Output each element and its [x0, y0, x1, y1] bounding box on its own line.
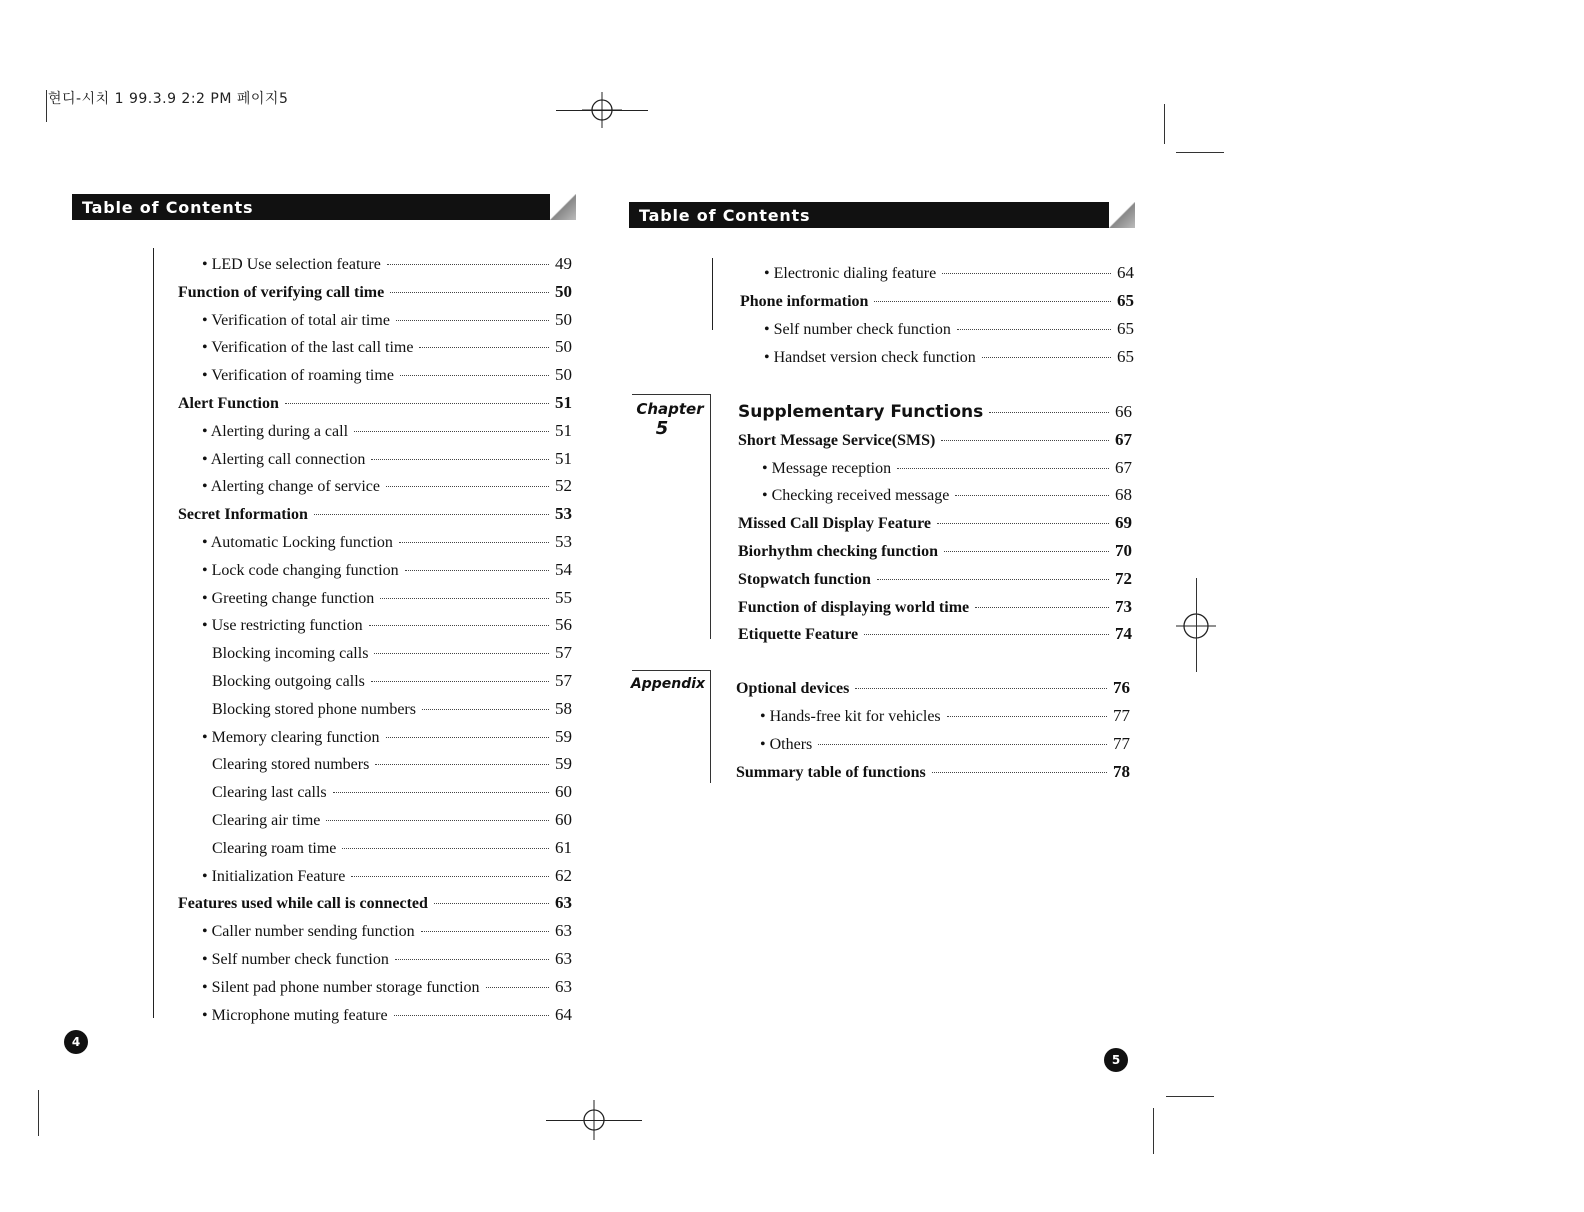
dot-leader: [405, 570, 549, 571]
toc-entry-label: • Alerting call connection: [202, 450, 366, 468]
toc-entry-page: 72: [1115, 568, 1132, 588]
toc-entry-page: 59: [555, 726, 572, 746]
toc-entry: [738, 569, 1132, 590]
toc-entry: [178, 282, 572, 303]
dot-leader: [326, 820, 549, 821]
right-page-number: 5: [1104, 1048, 1128, 1072]
toc-entry-label: Stopwatch function: [738, 570, 871, 588]
dot-leader: [937, 523, 1109, 524]
toc-entry-label: Features used while call is connected: [178, 895, 428, 913]
toc-entry-label: • Hands-free kit for vehicles: [760, 708, 941, 725]
toc-entry-page: 53: [555, 532, 572, 551]
toc-entry-page: 52: [555, 476, 572, 496]
toc-entry-page: 64: [555, 1004, 572, 1024]
toc-entry-page: 51: [555, 393, 572, 412]
toc-entry: [212, 838, 572, 859]
dot-leader: [877, 579, 1109, 580]
toc-entry-page: 65: [1117, 291, 1134, 310]
toc-entry-label: Clearing stored numbers: [212, 756, 370, 774]
toc-entry-label: • Alerting change of service: [202, 478, 380, 496]
dot-leader: [864, 634, 1109, 635]
toc-entry-label: • Handset version check function: [764, 349, 976, 366]
dot-leader: [947, 716, 1107, 717]
toc-entry: [202, 449, 572, 470]
toc-entry-label: Clearing air time: [212, 812, 321, 829]
banner-corner-icon: [1109, 202, 1135, 228]
toc-entry: [762, 458, 1132, 479]
toc-entry: [212, 754, 572, 775]
toc-entry-label: Clearing last calls: [212, 784, 327, 802]
toc-entry: [202, 532, 572, 553]
dot-leader: [422, 709, 549, 710]
toc-entry-label: • Automatic Locking function: [202, 534, 393, 551]
toc-entry: [212, 782, 572, 803]
toc-entry-label: • Silent pad phone number storage function: [202, 978, 480, 996]
toc-entry-page: 62: [555, 865, 572, 885]
toc-entry-page: 49: [555, 254, 572, 273]
toc-entry-label: Etiquette Feature: [738, 626, 859, 644]
toc-entry-label: • Verification of the last call time: [202, 339, 414, 357]
toc-entry-page: 63: [555, 949, 572, 968]
toc-entry-label: • Self number check function: [202, 951, 389, 968]
dot-leader: [955, 495, 1109, 496]
toc-entry: [764, 347, 1134, 368]
left-page-number: 4: [64, 1030, 88, 1054]
toc-entry-label: • Others: [760, 736, 813, 753]
toc-entry: [202, 254, 572, 275]
toc-entry: [202, 560, 572, 581]
toc-entry: [202, 1005, 572, 1026]
toc-entry-label: Summary table of functions: [736, 764, 926, 781]
toc-entry: [736, 762, 1130, 783]
toc-entry-page: 63: [555, 976, 572, 996]
toc-entry-label: Missed Call Display Feature: [738, 515, 932, 533]
toc-entry-page: 60: [555, 782, 572, 802]
dot-leader: [369, 625, 549, 626]
left-toc-banner: [72, 194, 550, 220]
toc-entry-page: 68: [1115, 485, 1132, 505]
toc-entry: [202, 421, 572, 442]
toc-entry-page: 64: [1117, 263, 1134, 282]
toc-entry-label: Clearing roam time: [212, 839, 337, 857]
dot-leader: [957, 329, 1111, 330]
toc-entry: [178, 893, 572, 914]
toc-entry-page: 63: [555, 921, 572, 941]
toc-entry: [202, 727, 572, 748]
toc-entry: [738, 541, 1132, 562]
dot-leader: [975, 607, 1109, 608]
crop-mark: [1164, 104, 1165, 144]
toc-entry: [202, 588, 572, 609]
dot-leader: [941, 440, 1109, 441]
left-toc-banner-title: Table of Contents: [82, 198, 254, 217]
toc-entry-label: • Message reception: [762, 459, 892, 477]
toc-entry-page: 55: [555, 587, 572, 607]
toc-entry-label: • Electronic dialing feature: [764, 265, 937, 282]
dot-leader: [371, 459, 549, 460]
crop-mark: [1166, 1096, 1214, 1097]
toc-entry-page: 73: [1115, 596, 1132, 616]
right-toc-banner: [629, 202, 1109, 228]
toc-entry-page: 56: [555, 615, 572, 635]
crop-mark: [38, 1090, 39, 1136]
toc-entry-label: • Self number check function: [764, 321, 951, 338]
toc-entry: [764, 263, 1134, 284]
toc-entry-label: • Memory clearing function: [202, 728, 380, 746]
dot-leader: [386, 737, 549, 738]
dot-leader: [395, 959, 549, 960]
toc-entry: [202, 866, 572, 887]
toc-entry-page: 69: [1115, 513, 1132, 533]
crop-mark: [546, 1120, 642, 1121]
dot-leader: [486, 987, 549, 988]
toc-entry-label: • LED Use selection feature: [202, 256, 381, 273]
dot-leader: [351, 876, 549, 877]
toc-entry-page: 54: [555, 559, 572, 579]
toc-entry: [764, 319, 1134, 340]
dot-leader: [434, 903, 549, 904]
toc-entry: [738, 597, 1132, 618]
toc-entry-page: 70: [1115, 541, 1132, 560]
toc-entry: [202, 921, 572, 942]
toc-entry: [738, 430, 1132, 451]
toc-entry: [202, 337, 572, 358]
dot-leader: [932, 772, 1107, 773]
toc-entry-page: 65: [1117, 319, 1134, 338]
toc-entry-page: 61: [555, 837, 572, 857]
dot-leader: [419, 347, 549, 348]
dot-leader: [989, 412, 1109, 413]
crop-mark: [46, 90, 47, 122]
toc-entry-page: 50: [555, 365, 572, 385]
toc-entry-page: 50: [555, 281, 572, 301]
toc-entry: [178, 393, 572, 414]
toc-entry: [212, 643, 572, 664]
dot-leader: [944, 551, 1109, 552]
right-toc-banner-title: Table of Contents: [639, 206, 811, 225]
toc-entry-label: • Initialization Feature: [202, 867, 346, 885]
toc-entry-label: Supplementary Functions: [738, 402, 984, 422]
dot-leader: [333, 792, 549, 793]
dot-leader: [354, 431, 549, 432]
toc-entry: [212, 810, 572, 831]
toc-entry: [738, 402, 1132, 422]
dot-leader: [371, 681, 549, 682]
dot-leader: [386, 486, 549, 487]
appendix-label: Appendix: [630, 676, 706, 692]
toc-entry-page: 57: [555, 643, 572, 663]
toc-entry-label: Short Message Service(SMS): [738, 431, 936, 449]
crop-mark: [1153, 1108, 1154, 1154]
toc-entry-page: 67: [1115, 429, 1132, 449]
dot-leader: [855, 688, 1107, 689]
toc-entry: [202, 615, 572, 636]
toc-entry: [736, 678, 1130, 699]
toc-entry-label: Function of displaying world time: [738, 598, 970, 616]
toc-entry-label: Biorhythm checking function: [738, 543, 939, 560]
toc-entry: [202, 949, 572, 970]
toc-entry-page: 60: [555, 810, 572, 829]
dot-leader: [380, 598, 549, 599]
toc-entry-label: • Checking received message: [762, 487, 950, 505]
toc-entry-page: 76: [1113, 678, 1130, 697]
toc-entry: [202, 310, 572, 331]
toc-entry-label: • Verification of roaming time: [202, 367, 394, 385]
dot-leader: [374, 653, 549, 654]
toc-entry: [202, 977, 572, 998]
dot-leader: [818, 744, 1107, 745]
dot-leader: [421, 931, 549, 932]
toc-entry: [202, 476, 572, 497]
toc-entry-label: • Lock code changing function: [202, 561, 399, 579]
printer-slug: 현디-시치 1 99.3.9 2:2 PM 페이지5: [48, 91, 289, 107]
toc-entry: [738, 624, 1132, 645]
toc-entry-label: Secret Information: [178, 506, 308, 524]
crop-mark: [1176, 152, 1224, 153]
dot-leader: [314, 514, 549, 515]
toc-entry: [212, 699, 572, 720]
toc-entry-label: Function of verifying call time: [178, 283, 385, 301]
toc-entry-page: 51: [555, 448, 572, 468]
toc-entry: [212, 671, 572, 692]
toc-entry-label: Alert Function: [178, 395, 279, 412]
dot-leader: [285, 403, 549, 404]
toc-entry-page: 58: [555, 698, 572, 718]
chapter-label: Chapter: [636, 400, 704, 418]
toc-entry-page: 50: [555, 337, 572, 357]
toc-entry-label: Phone information: [740, 293, 869, 310]
toc-entry-page: 77: [1113, 734, 1130, 753]
toc-entry-page: 59: [555, 754, 572, 774]
toc-entry: [178, 504, 572, 525]
toc-entry-page: 51: [555, 420, 572, 440]
dot-leader: [400, 375, 549, 376]
dot-leader: [942, 273, 1111, 274]
toc-entry: [738, 513, 1132, 534]
dot-leader: [394, 1015, 549, 1016]
toc-entry: [762, 485, 1132, 506]
toc-entry-page: 50: [555, 309, 572, 329]
toc-entry-page: 77: [1113, 706, 1130, 725]
toc-entry-page: 78: [1113, 762, 1130, 781]
crop-mark: [1196, 578, 1197, 672]
toc-entry-page: 74: [1115, 624, 1132, 644]
toc-entry-label: • Caller number sending function: [202, 923, 415, 941]
right-column-rule-a: [712, 258, 713, 330]
dot-leader: [399, 542, 549, 543]
toc-entry-label: • Microphone muting feature: [202, 1006, 388, 1024]
dot-leader: [396, 320, 549, 321]
dot-leader: [982, 357, 1111, 358]
dot-leader: [874, 301, 1111, 302]
toc-entry-label: • Use restricting function: [202, 617, 363, 635]
toc-entry-page: 66: [1115, 402, 1132, 421]
crop-mark: [556, 110, 648, 111]
chapter-number: 5: [655, 418, 669, 439]
dot-leader: [390, 292, 549, 293]
dot-leader: [387, 264, 549, 265]
left-column-rule: [153, 248, 154, 1018]
toc-entry-page: 57: [555, 671, 572, 690]
banner-corner-icon: [550, 194, 576, 220]
toc-entry: [760, 706, 1130, 727]
toc-entry: [740, 291, 1134, 312]
toc-entry-page: 65: [1117, 347, 1134, 366]
toc-entry-page: 63: [555, 893, 572, 913]
toc-entry-label: Blocking outgoing calls: [212, 673, 365, 690]
toc-entry-label: • Greeting change function: [202, 589, 375, 607]
toc-entry-label: • Verification of total air time: [202, 311, 390, 329]
toc-entry-label: Blocking stored phone numbers: [212, 700, 416, 718]
toc-entry: [760, 734, 1130, 755]
toc-entry-label: Blocking incoming calls: [212, 645, 369, 663]
dot-leader: [342, 848, 549, 849]
toc-entry-label: • Alerting during a call: [202, 422, 349, 440]
toc-entry-label: Optional devices: [736, 680, 850, 697]
dot-leader: [375, 764, 549, 765]
toc-entry: [202, 365, 572, 386]
toc-entry-page: 53: [555, 504, 572, 524]
dot-leader: [897, 468, 1109, 469]
toc-entry-page: 67: [1115, 457, 1132, 477]
